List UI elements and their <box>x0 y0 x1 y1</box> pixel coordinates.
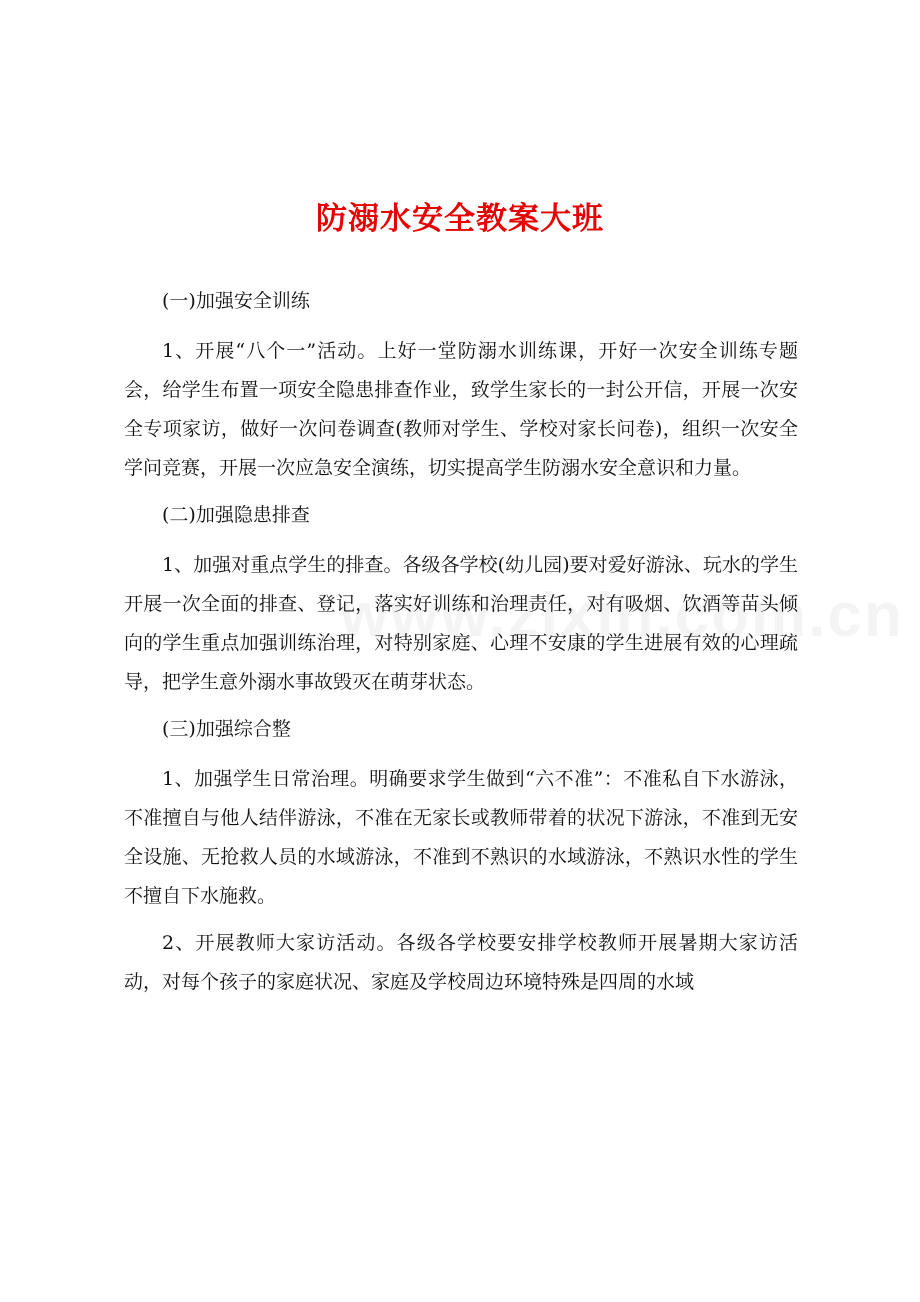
paragraph-2: 1、加强对重点学生的排查。各级各学校(幼儿园)要对爱好游泳、玩水的学生开展一次全面的排查、登记，落实好训练和治理责任，对有吸烟、饮酒等苗头倾向的学生重点加强训练治理，对特别家庭、心理不安康的学生进展有效的心理疏导，把学生意外溺水事故毁灭在萌芽状态。 <box>124 554 798 693</box>
document-title: 防溺水安全教案大班 <box>316 201 604 237</box>
paragraph-3: 1、加强学生日常治理。明确要求学生做到“六不准”：不准私自下水游泳，不准擅自与他人结伴游泳，不准在无家长或教师带着的状况下游泳，不准到无安全设施、无抢救人员的水域游泳，不准到不熟识的水域游泳，不熟识水性的学生不擅自下水施救。 <box>124 768 798 907</box>
section-heading-3: (三)加强综合整 <box>162 718 291 740</box>
section-heading-1: (一)加强安全训练 <box>162 290 310 312</box>
paragraph-1: 1、开展“八个一”活动。上好一堂防溺水训练课，开好一次安全训练专题会，给学生布置一项安全隐患排查作业，致学生家长的一封公开信，开展一次安全专项家访，做好一次问卷调查(教师对学生、学校对家长问卷)，组织一次安全学问竞赛，开展一次应急安全演练，切实提高学生防溺水安全意识和力量。 <box>124 340 798 479</box>
section-heading-2: (二)加强隐患排查 <box>162 504 310 526</box>
document-body <box>124 282 798 1010</box>
paragraph-4: 2、开展教师大家访活动。各级各学校要安排学校教师开展暑期大家访活动，对每个孩子的家庭状况、家庭及学校周边环境特殊是四周的水域 <box>124 932 798 993</box>
